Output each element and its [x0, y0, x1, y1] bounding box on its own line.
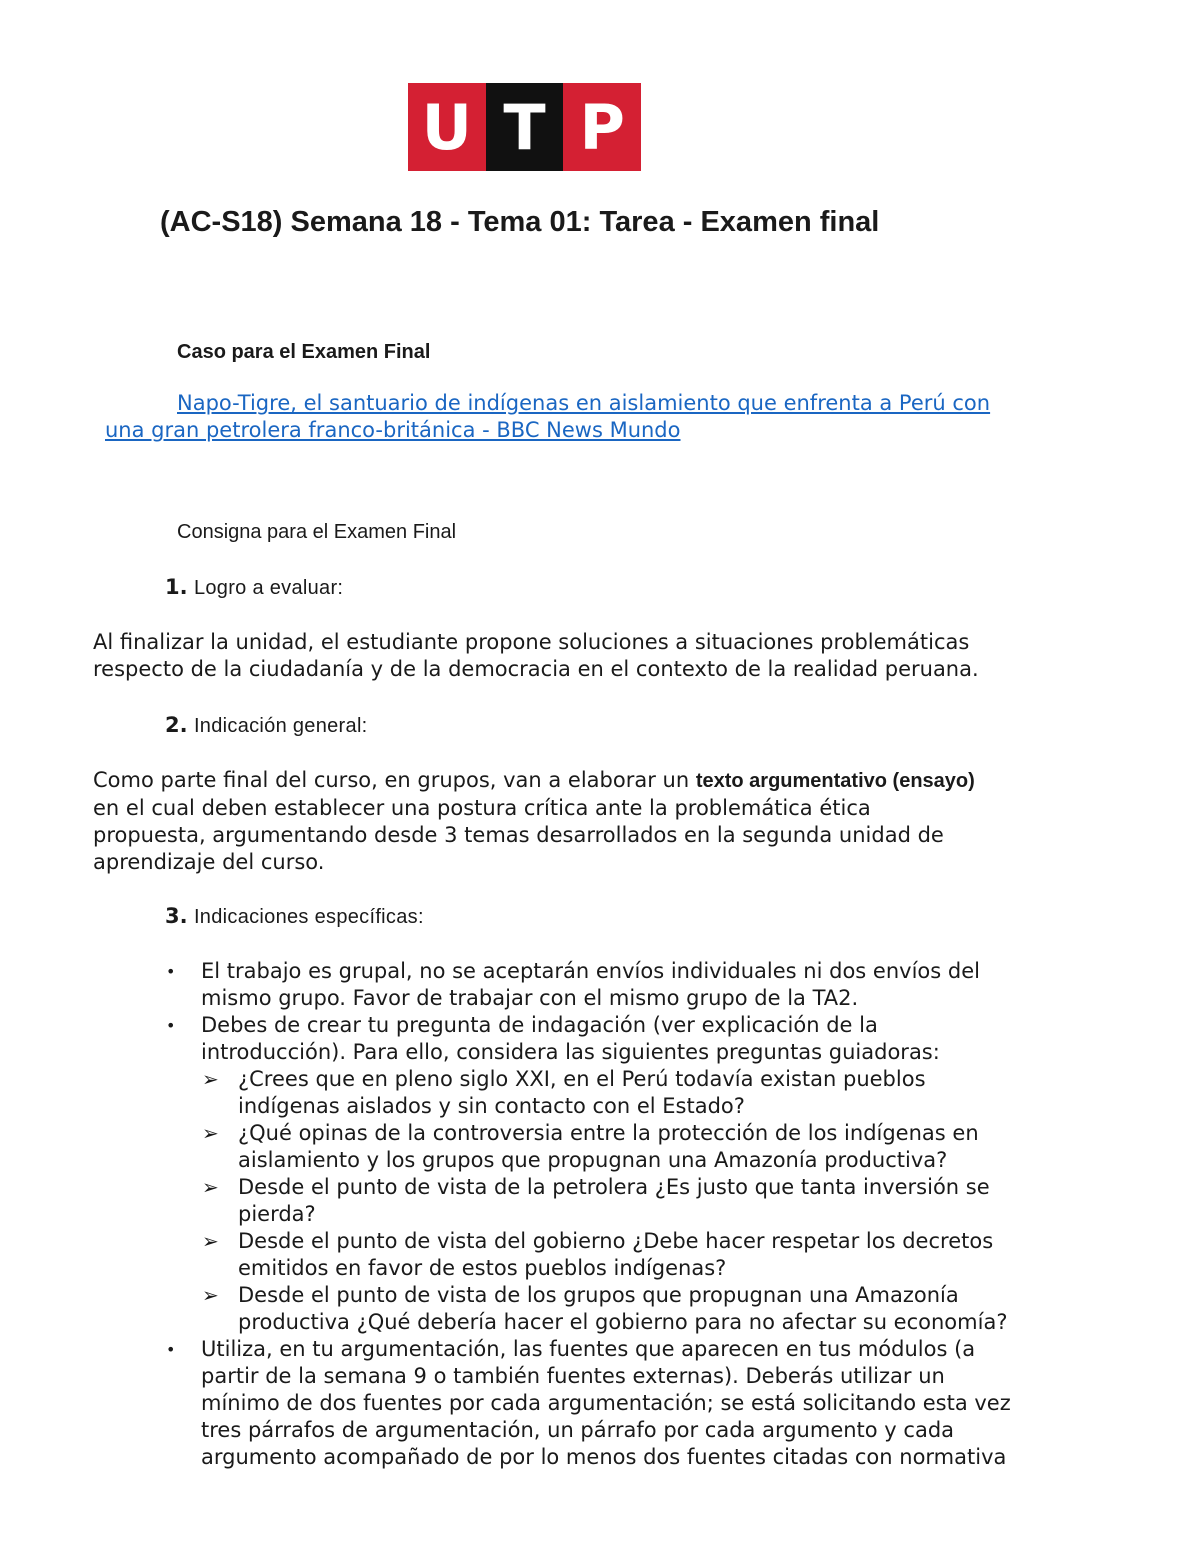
paragraph-line: propuesta, argumentando desde 3 temas desarrollados en la segunda unidad de: [93, 823, 944, 847]
sub-question-item: [0, 1066, 1200, 1120]
list-item-line: indígenas aislados y sin contacto con el Estado?: [238, 1094, 745, 1118]
logo-letter-t: T: [486, 83, 564, 171]
paragraph-line: [93, 767, 1133, 795]
caso-heading: Caso para el Examen Final: [177, 341, 431, 363]
list-item-line: argumento acompañado de por lo menos dos fuentes citadas con normativa: [201, 1445, 1007, 1469]
arrow-bullet-icon: ➢: [202, 1229, 219, 1253]
logo-letter-p: P: [563, 83, 641, 171]
list-item-line: Debes de crear tu pregunta de indagación (ver explicación de la: [201, 1013, 878, 1037]
list-item-line: Utiliza, en tu argumentación, las fuentes que aparecen en tus módulos (a: [201, 1337, 976, 1361]
document-title: (AC-S18) Semana 18 - Tema 01: Tarea - Examen final: [160, 206, 880, 238]
section-number: 3.: [165, 904, 188, 928]
bullet-icon: •: [166, 1016, 176, 1035]
bullet-icon: •: [166, 962, 176, 981]
paragraph-line: Al finalizar la unidad, el estudiante propone soluciones a situaciones problemáticas: [93, 630, 970, 654]
paragraph-text: Como parte final del curso, en grupos, van a elaborar un: [93, 768, 696, 792]
sub-question-item: [0, 1282, 1200, 1336]
list-item-line: mismo grupo. Favor de trabajar con el mismo grupo de la TA2.: [201, 986, 859, 1010]
arrow-bullet-icon: ➢: [202, 1121, 219, 1145]
sub-question-item: [0, 1120, 1200, 1174]
section-3-heading: [165, 904, 424, 929]
section-1-heading: [165, 575, 343, 600]
sub-question-item: [0, 1174, 1200, 1228]
bold-emphasis: texto argumentativo (ensayo): [695, 770, 975, 792]
arrow-bullet-icon: ➢: [202, 1283, 219, 1307]
list-item-line: Desde el punto de vista del gobierno ¿Debe hacer respetar los decretos: [238, 1229, 994, 1253]
article-link-line-1[interactable]: Napo-Tigre, el santuario de indígenas en aislamiento que enfrenta a Perú con: [177, 391, 991, 415]
section-number: 2.: [165, 713, 188, 737]
section-label: Indicaciones específicas:: [193, 906, 424, 928]
paragraph-line: aprendizaje del curso.: [93, 850, 325, 874]
arrow-bullet-icon: ➢: [202, 1175, 219, 1199]
list-item-line: introducción). Para ello, considera las siguientes preguntas guiadoras:: [201, 1040, 940, 1064]
list-item-line: partir de la semana 9 o también fuentes externas). Deberás utilizar un: [201, 1364, 945, 1388]
list-item-line: mínimo de dos fuentes por cada argumentación; se está solicitando esta vez: [201, 1391, 1011, 1415]
list-item-line: ¿Qué opinas de la controversia entre la protección de los indígenas en: [238, 1121, 979, 1145]
list-item: [0, 1012, 1200, 1066]
indicacion-paragraph: [93, 767, 1133, 876]
section-2-heading: [165, 713, 368, 738]
list-item-line: pierda?: [238, 1202, 316, 1226]
indicaciones-list: [0, 958, 1200, 1471]
logro-paragraph: [93, 629, 1133, 683]
list-item-line: Desde el punto de vista de los grupos que propugnan una Amazonía: [238, 1283, 959, 1307]
list-item-line: Desde el punto de vista de la petrolera ¿Es justo que tanta inversión se: [238, 1175, 990, 1199]
list-item-line: ¿Crees que en pleno siglo XXI, en el Perú todavía existan pueblos: [238, 1067, 926, 1091]
list-item-line: aislamiento y los grupos que propugnan una Amazonía productiva?: [238, 1148, 948, 1172]
section-label: Logro a evaluar:: [193, 577, 344, 599]
list-item-line: productiva ¿Qué debería hacer el gobierno para no afectar su economía?: [238, 1310, 1008, 1334]
logo-letter-u: U: [408, 83, 486, 171]
list-item: [0, 1336, 1200, 1471]
utp-logo: [408, 83, 641, 171]
list-item: [0, 958, 1200, 1012]
consigna-heading: Consigna para el Examen Final: [177, 521, 457, 543]
paragraph-line: en el cual deben establecer una postura crítica ante la problemática ética: [93, 796, 871, 820]
sub-question-item: [0, 1228, 1200, 1282]
list-item-line: El trabajo es grupal, no se aceptarán envíos individuales ni dos envíos del: [201, 959, 980, 983]
article-link-line-2[interactable]: una gran petrolera franco-británica - BBC News Mundo: [105, 418, 681, 442]
section-number: 1.: [165, 575, 188, 599]
list-item-line: tres párrafos de argumentación, un párrafo por cada argumento y cada: [201, 1418, 955, 1442]
bullet-icon: •: [166, 1340, 176, 1359]
paragraph-line: respecto de la ciudadanía y de la democracia en el contexto de la realidad peruana.: [93, 657, 979, 681]
arrow-bullet-icon: ➢: [202, 1067, 219, 1091]
list-item-line: emitidos en favor de estos pueblos indígenas?: [238, 1256, 727, 1280]
section-label: Indicación general:: [193, 715, 368, 737]
